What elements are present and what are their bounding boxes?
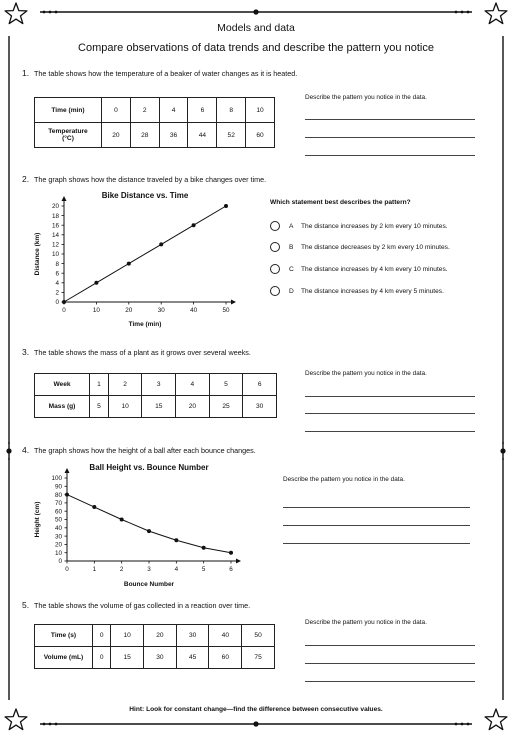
x-tick-label: 3 — [147, 566, 151, 573]
table-row — [35, 123, 275, 148]
table-cell: Time (s) — [35, 625, 93, 647]
question-number: 3. — [22, 347, 30, 357]
y-tick-label: 18 — [51, 212, 59, 220]
table-cell: 15 — [142, 396, 176, 418]
star-top-left-icon — [5, 3, 27, 24]
table-cell: 40 — [209, 625, 242, 647]
table-cell: 4 — [159, 98, 188, 123]
table-cell: Week — [35, 374, 90, 396]
answer-line[interactable] — [305, 431, 475, 432]
radio-circle-icon[interactable] — [270, 242, 280, 252]
question-4 — [22, 445, 256, 455]
y-tick-label: 70 — [54, 500, 62, 508]
answer-line[interactable] — [305, 663, 475, 664]
table-cell: 0 — [93, 647, 111, 669]
answer-line[interactable] — [283, 507, 470, 508]
table-cell: 5 — [209, 374, 243, 396]
choice-d[interactable] — [270, 286, 444, 296]
table-cell: 20 — [102, 123, 131, 148]
x-tick-label: 0 — [62, 307, 66, 314]
x-axis-arrow-icon — [236, 559, 241, 564]
table-cell: 20 — [144, 625, 177, 647]
hint-text: Hint: Look for constant change—find the difference between consecutive values. — [129, 706, 383, 713]
temperature-table — [34, 97, 275, 148]
x-tick-label: 6 — [229, 566, 233, 573]
row-label-line: (°C) — [62, 135, 74, 142]
table-cell: Time (min) — [35, 98, 102, 123]
data-point — [192, 223, 196, 227]
table-cell: Volume (mL) — [35, 647, 93, 669]
gas-volume-table — [34, 624, 275, 669]
table-cell: 20 — [176, 396, 210, 418]
choice-letter: A — [289, 222, 294, 230]
table-cell: 4 — [176, 374, 210, 396]
table-cell: 0 — [102, 98, 131, 123]
y-tick-label: 30 — [54, 533, 62, 541]
y-tick-label: 40 — [54, 525, 62, 532]
question-text: The graph shows how the distance traveled by a bike changes over time. — [33, 175, 267, 184]
table-cell: 30 — [144, 647, 177, 669]
y-tick-label: 50 — [54, 516, 62, 524]
answer-line[interactable] — [305, 137, 475, 138]
table-cell: 28 — [130, 123, 159, 148]
x-tick-label: 0 — [65, 566, 69, 573]
chart-title: Ball Height vs. Bounce Number — [89, 463, 209, 472]
choice-b[interactable] — [270, 242, 450, 252]
data-point — [62, 300, 66, 304]
data-point — [147, 529, 151, 533]
y-tick-label: 14 — [51, 232, 59, 239]
x-axis-arrow-icon — [231, 300, 236, 305]
choice-text: The distance increases by 4 km every 10 minutes. — [301, 265, 448, 273]
question-number: 5. — [22, 600, 30, 610]
y-tick-label: 80 — [54, 491, 62, 499]
data-point — [94, 281, 98, 285]
table-cell: 60 — [209, 647, 242, 669]
x-tick-label: 1 — [92, 566, 97, 573]
plant-mass-table — [34, 373, 277, 418]
choices-title: Which statement best describes the pattern? — [270, 199, 411, 206]
data-point — [65, 493, 69, 497]
bike-distance-chart — [30, 186, 250, 336]
y-tick-label: 90 — [54, 483, 62, 491]
data-point — [127, 262, 131, 266]
row-label-line: Temperature — [48, 128, 88, 135]
table-cell: 5 — [90, 396, 109, 418]
question-text: The table shows the volume of gas collected in a reaction over time. — [33, 601, 251, 610]
series-line — [67, 495, 231, 553]
y-tick-label: 16 — [51, 222, 59, 230]
radio-circle-icon[interactable] — [270, 286, 280, 296]
describe-prompt: Describe the pattern you notice in the data. — [305, 619, 427, 626]
y-axis-arrow-icon — [65, 468, 70, 473]
table-cell: 15 — [111, 647, 144, 669]
choice-text: The distance increases by 2 km every 10 minutes. — [301, 222, 448, 230]
x-axis-label: Time (min) — [128, 321, 162, 328]
answer-line[interactable] — [305, 119, 475, 120]
x-tick-label: 5 — [201, 566, 206, 573]
ball-height-chart — [30, 460, 250, 592]
table-row — [35, 396, 277, 418]
y-tick-label: 20 — [54, 541, 62, 549]
y-tick-label: 0 — [58, 558, 62, 566]
series-line — [64, 206, 226, 302]
answer-line[interactable] — [305, 645, 475, 646]
table-cell: 6 — [188, 98, 217, 123]
table-cell: 75 — [242, 647, 275, 669]
table-cell: 10 — [108, 396, 142, 418]
table-cell: 52 — [217, 123, 246, 148]
radio-circle-icon[interactable] — [270, 221, 280, 231]
describe-prompt: Describe the pattern you notice in the data. — [305, 370, 427, 377]
answer-line[interactable] — [283, 543, 470, 544]
y-axis-arrow-icon — [62, 196, 67, 201]
table-cell: 10 — [111, 625, 144, 647]
table-cell — [35, 123, 102, 148]
table-row — [35, 625, 275, 647]
choice-letter: B — [289, 243, 294, 251]
question-1 — [22, 68, 297, 78]
y-tick-label: 8 — [55, 260, 59, 268]
data-point — [202, 546, 206, 550]
x-tick-label: 30 — [157, 307, 165, 314]
table-cell: 45 — [176, 647, 209, 669]
y-tick-label: 20 — [51, 203, 59, 211]
y-tick-label: 10 — [51, 251, 59, 259]
table-cell: Mass (g) — [35, 396, 90, 418]
x-tick-label: 10 — [92, 307, 100, 314]
data-point — [120, 518, 124, 522]
table-row — [35, 98, 275, 123]
question-2 — [22, 174, 266, 184]
table-cell: 44 — [188, 123, 217, 148]
table-cell: 25 — [209, 396, 243, 418]
y-tick-label: 6 — [55, 270, 59, 278]
y-tick-label: 2 — [55, 289, 59, 297]
y-tick-label: 60 — [54, 508, 62, 516]
data-point — [229, 551, 233, 555]
y-tick-label: 10 — [54, 549, 62, 557]
x-tick-label: 2 — [119, 566, 124, 573]
y-tick-label: 12 — [51, 241, 59, 249]
data-point — [92, 505, 96, 509]
question-text: The graph shows how the height of a ball after each bounce changes. — [33, 446, 256, 455]
table-cell: 2 — [108, 374, 142, 396]
star-top-right-icon — [485, 3, 507, 24]
describe-prompt: Describe the pattern you notice in the data. — [283, 476, 405, 483]
table-cell: 30 — [243, 396, 277, 418]
data-point — [159, 242, 163, 246]
page-subtitle: Compare observations of data trends and describe the pattern you notice — [78, 42, 434, 54]
y-tick-label: 4 — [55, 280, 59, 287]
table-cell: 3 — [142, 374, 176, 396]
table-cell: 8 — [217, 98, 246, 123]
describe-prompt: Describe the pattern you notice in the data. — [305, 94, 427, 101]
table-cell: 1 — [90, 374, 109, 396]
question-number: 4. — [22, 445, 30, 455]
y-tick-label: 0 — [55, 299, 59, 307]
table-cell: 6 — [243, 374, 277, 396]
table-cell: 2 — [130, 98, 159, 123]
table-cell: 36 — [159, 123, 188, 148]
choice-text: The distance decreases by 2 km every 10 minutes. — [301, 243, 450, 251]
question-number: 2. — [22, 174, 30, 184]
question-text: The table shows how the temperature of a beaker of water changes as it is heated. — [33, 69, 298, 78]
table-cell: 50 — [242, 625, 275, 647]
x-axis-label: Bounce Number — [123, 581, 175, 588]
question-number: 1. — [22, 68, 30, 78]
page-title: Models and data — [217, 22, 295, 34]
answer-line[interactable] — [305, 396, 475, 397]
answer-line[interactable] — [305, 681, 475, 682]
x-tick-label: 50 — [222, 307, 230, 314]
question-3 — [22, 347, 251, 357]
choice-a[interactable] — [270, 221, 448, 231]
y-axis-label: Distance (km) — [34, 232, 41, 276]
table-row — [35, 374, 277, 396]
x-tick-label: 40 — [190, 307, 198, 314]
table-cell: 30 — [176, 625, 209, 647]
x-tick-label: 4 — [174, 566, 179, 573]
table-row — [35, 647, 275, 669]
x-tick-label: 20 — [125, 307, 133, 314]
y-tick-label: 100 — [51, 475, 62, 483]
choice-c[interactable] — [270, 264, 448, 274]
choice-text: The distance increases by 4 km every 5 minutes. — [301, 287, 444, 295]
question-5 — [22, 600, 250, 610]
table-cell: 0 — [93, 625, 111, 647]
question-text: The table shows the mass of a plant as it grows over several weeks. — [33, 348, 251, 357]
y-axis-label: Height (cm) — [34, 501, 41, 538]
choice-letter: C — [289, 265, 294, 273]
answer-line[interactable] — [305, 413, 475, 414]
table-cell: 10 — [246, 98, 275, 123]
answer-line[interactable] — [305, 155, 475, 156]
answer-line[interactable] — [283, 525, 470, 526]
table-cell: 60 — [246, 123, 275, 148]
data-point — [174, 538, 178, 542]
choice-letter: D — [289, 287, 294, 295]
chart-title: Bike Distance vs. Time — [101, 191, 189, 200]
radio-circle-icon[interactable] — [270, 264, 280, 274]
data-point — [224, 204, 228, 208]
